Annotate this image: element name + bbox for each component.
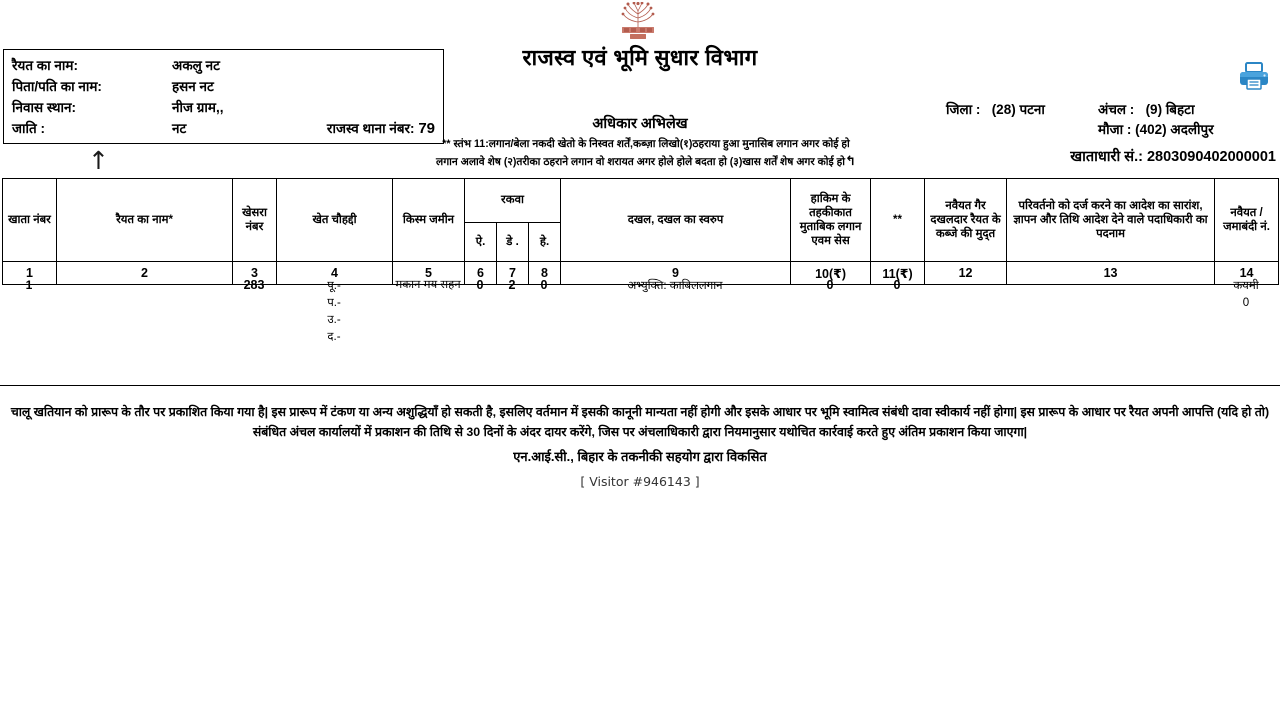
colnum-2: 2	[57, 262, 233, 285]
colnum-4: 4	[277, 262, 393, 285]
note-hook-arrow-icon: ↰	[845, 154, 856, 169]
mauza-info	[1098, 120, 1214, 138]
th-dakhal: दखल, दखल का स्वरुप	[561, 179, 791, 262]
value-raiyat-name: अकलु नट	[172, 58, 220, 73]
khatadhari-value: 2803090402000001	[1146, 149, 1276, 165]
cell-hakim-lagan: 0	[826, 278, 834, 292]
note-line-2	[386, 153, 906, 171]
circle-label: अंचल :	[1098, 102, 1135, 117]
circle-info	[1098, 100, 1195, 118]
cell-navaiyat-gair-dakhaldar	[924, 276, 1006, 348]
th-rakwa-group: रकवा	[465, 179, 561, 223]
raiyat-info-box	[3, 49, 444, 144]
national-emblem	[612, 2, 664, 42]
info-row-caste	[12, 119, 435, 140]
disclaimer-line-1: चालू खतियान को प्रारूप के तौर पर प्रकाशित किया गया है| इस प्रारूप में टंकण या अन्य अशुद्धियाँ हो सकती है, इसलिए वर्तमान में इसकी कानूनी मान्यता नहीं होगी और इसके आधार पर भूमि स्वामित्व संबंधी दावा स्वीकार्य नहीं होगा| इस प्रारूप के आधार पर रैयत अपनी आपत्ति (यदि हो तो)	[10, 405, 1270, 419]
cell-col11: 0	[893, 278, 901, 292]
label-father-name: पिता/पति का नाम:	[12, 79, 102, 94]
colnum-14: 14	[1215, 262, 1279, 285]
chauhaddi-south: द.-	[327, 331, 341, 343]
colnum-7: 7	[497, 262, 529, 285]
chauhaddi-west: प.-	[327, 297, 341, 309]
chauhaddi-north: उ.-	[327, 314, 341, 326]
colnum-1: 1	[3, 262, 57, 285]
cell-kisam-jameen: मकान मय सहन	[395, 279, 461, 291]
mauza-value: (402) अदलीपुर	[1135, 122, 1214, 137]
colnum-11: 11(₹)	[871, 262, 925, 285]
department-title: राजस्व एवं भूमि सुधार विभाग	[522, 45, 758, 70]
colnum-13: 13	[1007, 262, 1215, 285]
th-rakwa-decimal: डे .	[497, 222, 529, 261]
cell-dakhal: अभ्युक्ति: काबिललगान	[627, 280, 723, 292]
print-button[interactable]	[1238, 60, 1270, 92]
label-caste: जाति :	[12, 121, 45, 136]
value-residence: नीज ग्राम,,	[172, 100, 224, 115]
colnum-9: 9	[561, 262, 791, 285]
rights-record-data	[2, 276, 1278, 348]
disclaimer-note	[8, 402, 1272, 442]
chauhaddi-east: पू.-	[327, 280, 341, 292]
thana-number	[327, 119, 435, 137]
district-label: जिला :	[946, 102, 981, 117]
cell-rakwa-hectare: 0	[540, 278, 548, 292]
up-arrow-icon: ↑	[88, 146, 109, 175]
value-father-name: हसन नट	[172, 79, 214, 94]
district-value: (28) पटना	[991, 102, 1045, 117]
th-hakim-lagan: हाकिम के तहकीकात मुताबिक लगान एवम सेस	[791, 179, 871, 262]
th-khet-chauhaddi: खेत चौहद्दी	[277, 179, 393, 262]
colnum-8: 8	[529, 262, 561, 285]
column-11-note	[386, 136, 906, 171]
record-title: अधिकार अभिलेख	[592, 116, 688, 132]
disclaimer-line-2: संबंधित अंचल कार्यालयों में प्रकाशन की तिथि से 30 दिनों के अंदर दायर करेंगे, जिस पर अंचलाधिकारी द्वारा नियमानुसार यथोचित कार्रवाई करते हुए अंतिम प्रकाशन किया जाएगा|	[252, 425, 1028, 439]
th-navaiyat-gair-dakhaldar: नवैयत गैर दखलदार रैयत के कब्जे की मुद्त	[925, 179, 1007, 262]
navaiyat-type: कयमी	[1233, 280, 1259, 292]
visitor-counter: [ Visitor #946143 ]	[580, 474, 700, 489]
cell-khet-chauhaddi	[276, 276, 392, 348]
th-col11-asterisk: **	[871, 179, 925, 262]
rights-record-table	[2, 178, 1279, 285]
th-khesra-number: खेसरा नंबर	[233, 179, 277, 262]
thana-value: 79	[418, 120, 435, 137]
colnum-6: 6	[465, 262, 497, 285]
cell-rakwa-decimal: 2	[508, 278, 516, 292]
cell-khesra-number: 283	[243, 278, 265, 292]
info-row-residence	[12, 98, 435, 119]
th-navaiyat-jamabandi: नवैयत /जमाबंदी नं.	[1215, 179, 1279, 262]
info-row-name	[12, 56, 435, 77]
khatadhari-number	[898, 146, 1276, 166]
th-rakwa-acre: ऐ.	[465, 222, 497, 261]
note-line-2-text: लगान अलावे शेष (२)तरीका ठहराने लगान वो शरायत अगर होले होले बदता हो (३)खास शर्तें शेष अगर कोई हो	[436, 156, 846, 168]
nic-credit: एन.आई.सी., बिहार के तकनीकी सहयोग द्वारा विकसित	[513, 449, 767, 464]
cell-khata-number: 1	[25, 278, 33, 292]
label-raiyat-name: रैयत का नाम:	[12, 58, 78, 73]
table-row	[2, 276, 1278, 348]
value-caste: नट	[172, 121, 187, 136]
th-khata-number: खाता नंबर	[3, 179, 57, 262]
cell-rakwa-acre: 0	[476, 278, 484, 292]
printer-icon	[1238, 60, 1270, 92]
colnum-12: 12	[925, 262, 1007, 285]
jamabandi-number: 0	[1242, 297, 1250, 309]
khatadhari-label: खाताधारी सं.:	[1070, 149, 1143, 165]
colnum-10: 10(₹)	[791, 262, 871, 285]
mauza-label: मौजा :	[1098, 122, 1132, 137]
note-line-1: ** स्तंभ 11:लगान/बेला नकदी खेतो के निस्वत शर्तें,कब्ज़ा लिखो(१)ठहराया हुआ मुनासिब लगान अगर कोई हो	[442, 138, 850, 150]
district-info	[946, 100, 1045, 118]
cell-raiyat-name	[56, 276, 232, 348]
info-row-father	[12, 77, 435, 98]
th-parivartan-aadesh: परिवर्तनो को दर्ज करने का आदेश का सारांश, ज्ञापन और तिथि आदेश देने वाले पदाधिकारी का पदनाम	[1007, 179, 1215, 262]
th-raiyat-name: रैयत का नाम*	[57, 179, 233, 262]
cell-navaiyat-jamabandi	[1214, 276, 1278, 348]
circle-value: (9) बिहटा	[1145, 102, 1195, 117]
label-residence: निवास स्थान:	[12, 100, 76, 115]
colnum-5: 5	[393, 262, 465, 285]
th-rakwa-hectare: हे.	[529, 222, 561, 261]
th-kisam-jameen: किस्म जमीन	[393, 179, 465, 262]
cell-parivartan-aadesh	[1006, 276, 1214, 348]
thana-label: राजस्व थाना नंबर:	[326, 121, 415, 136]
colnum-3: 3	[233, 262, 277, 285]
footer-divider	[0, 385, 1280, 386]
